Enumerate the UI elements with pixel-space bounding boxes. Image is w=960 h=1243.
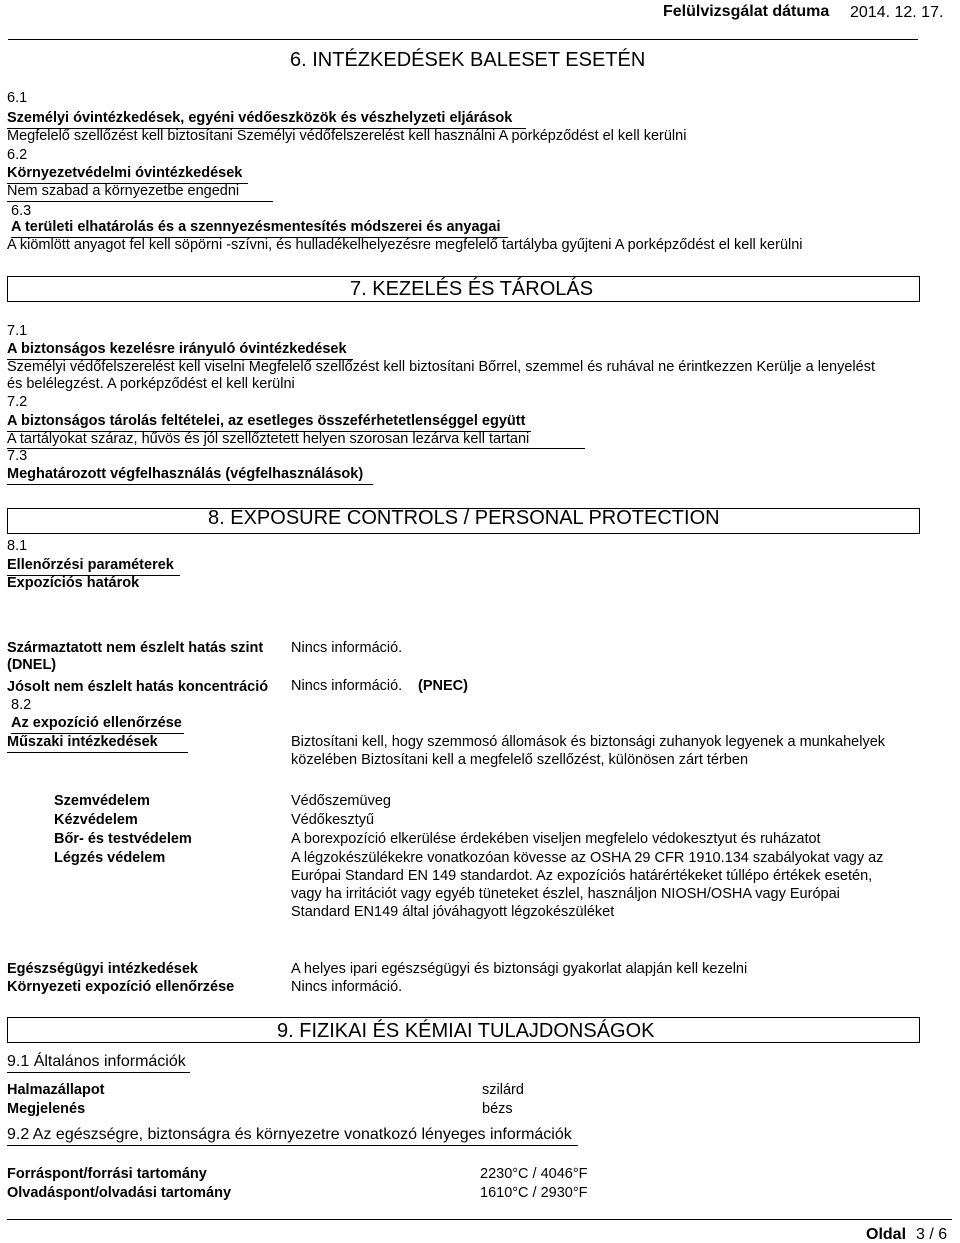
review-date-label: Felülvizsgálat dátuma bbox=[663, 3, 830, 20]
engineering-measures-value-line1: Biztosítani kell, hogy szemmosó állomások és biztonsági zuhanyok legyenek a munkahelyek bbox=[291, 734, 886, 750]
section-7-title: 7. KEZELÉS ÉS TÁROLÁS bbox=[350, 278, 594, 300]
engineering-measures-value-line2: közelében Biztosítani kell a megfelelő szellőzést, különösen zárt térben bbox=[291, 752, 749, 768]
subsection-6-2-heading: Környezetvédelmi óvintézkedések bbox=[7, 165, 248, 184]
subsection-7-2-heading: A biztonságos tárolás feltételei, az esetleges összeférhetetlenséggel együtt bbox=[7, 413, 531, 432]
eye-protection-value: Védőszemüveg bbox=[291, 793, 391, 809]
subsection-7-1-heading: A biztonságos kezelésre irányuló óvintézkedések bbox=[7, 341, 353, 360]
respiratory-protection-value-line4: Standard EN149 által jóváhagyott légzokészüléket bbox=[291, 904, 615, 920]
melting-point-label: Olvadáspont/olvadási tartomány bbox=[7, 1185, 232, 1201]
env-exposure-label: Környezeti expozíció ellenőrzése bbox=[7, 979, 235, 995]
hand-protection-value: Védőkesztyű bbox=[291, 812, 375, 828]
dnel-label: Származtatott nem észlelt hatás szint bbox=[7, 640, 264, 656]
pnec-label-abbrev: (PNEC) bbox=[418, 678, 468, 694]
subsection-8-1-heading: Ellenőrzési paraméterek bbox=[7, 557, 180, 576]
hygiene-measures-label: Egészségügyi intézkedések bbox=[7, 961, 198, 977]
physical-state-label: Halmazállapot bbox=[7, 1082, 105, 1098]
appearance-label: Megjelenés bbox=[7, 1101, 86, 1117]
subsection-7-2-rule bbox=[7, 448, 585, 449]
boiling-point-value: 2230°C / 4046°F bbox=[480, 1166, 588, 1182]
subsection-8-2-number: 8.2 bbox=[11, 697, 32, 713]
page-label: Oldal bbox=[866, 1226, 907, 1243]
subsection-7-2-number: 7.2 bbox=[7, 394, 28, 410]
section-8-title: 8. EXPOSURE CONTROLS / PERSONAL PROTECTION bbox=[208, 507, 720, 529]
eye-protection-label: Szemvédelem bbox=[54, 793, 150, 809]
subsection-6-3-text: A kiömlött anyagot fel kell söpörni -szívni, és hulladékelhelyezésre megfelelő tartályba gyűjteni A porképződést el kell kerülni bbox=[7, 237, 803, 253]
page-number: 3 / 6 bbox=[916, 1226, 948, 1243]
subsection-6-1-text: Megfelelő szellőzést kell biztosítani Személyi védőfelszerelést kell használni A porképződést el kell kerülni bbox=[7, 128, 687, 144]
subsection-7-3-number: 7.3 bbox=[7, 448, 28, 464]
subsection-6-2-number: 6.2 bbox=[7, 147, 28, 163]
subsection-6-2-text: Nem szabad a környezetbe engedni bbox=[7, 183, 240, 199]
dnel-label-abbrev: (DNEL) bbox=[7, 657, 57, 673]
subsection-6-1-number: 6.1 bbox=[7, 90, 28, 106]
subsection-8-2-heading: Az expozíció ellenőrzése bbox=[11, 715, 184, 734]
boiling-point-label: Forráspont/forrási tartomány bbox=[7, 1166, 207, 1182]
respiratory-protection-value-line2: Európai Standard EN 149 standardot. Az expozíciós határértékeket túllépo értékek esetén, bbox=[291, 868, 873, 884]
subsection-7-3-heading: Meghatározott végfelhasználás (végfelhasználások) bbox=[7, 466, 373, 485]
subsection-7-1-text-line2: és belélegzést. A porképződést el kell kerülni bbox=[7, 376, 295, 392]
pnec-label: Jósolt nem észlelt hatás koncentráció bbox=[7, 679, 269, 695]
env-exposure-value: Nincs információ. bbox=[291, 979, 403, 995]
subsection-7-1-text-line1: Személyi védőfelszerelést kell viselni Megfelelő szellőzést kell biztosítani Bőrrel, szemmel és ruhával ne érintkezzen Kerülje a lenyelést bbox=[7, 359, 875, 375]
physical-state-value: szilárd bbox=[482, 1082, 524, 1098]
review-date-value: 2014. 12. 17. bbox=[850, 4, 944, 21]
subsection-9-2-heading: 9.2 Az egészségre, biztonságra és környezetre vonatkozó lényeges információk bbox=[7, 1126, 578, 1146]
pnec-value: Nincs információ. bbox=[291, 678, 403, 694]
subsection-6-1-heading: Személyi óvintézkedések, egyéni védőeszközök és vészhelyzeti eljárások bbox=[7, 110, 526, 129]
hygiene-measures-value: A helyes ipari egészségügyi és biztonsági gyakorlat alapján kell kezelni bbox=[291, 961, 748, 977]
subsection-6-2-rule bbox=[7, 201, 273, 202]
respiratory-protection-label: Légzés védelem bbox=[54, 850, 166, 866]
footer-rule bbox=[7, 1219, 952, 1220]
subsection-6-3-heading: A területi elhatárolás és a szennyezésmentesítés módszerei és anyagai bbox=[11, 219, 508, 238]
appearance-value: bézs bbox=[482, 1101, 513, 1117]
respiratory-protection-value-line3: vagy ha irritációt vagy egyéb tüneteket észlel, használjon NIOSH/OSHA vagy Európai bbox=[291, 886, 840, 902]
dnel-value: Nincs információ. bbox=[291, 640, 403, 656]
section-9-title: 9. FIZIKAI ÉS KÉMIAI TULAJDONSÁGOK bbox=[277, 1020, 655, 1042]
engineering-measures-label: Műszaki intézkedések bbox=[7, 734, 188, 753]
hand-protection-label: Kézvédelem bbox=[54, 812, 138, 828]
subsection-9-1-heading: 9.1 Általános információk bbox=[7, 1053, 190, 1073]
skin-protection-label: Bőr- és testvédelem bbox=[54, 831, 192, 847]
header-rule bbox=[8, 39, 918, 40]
exposure-limits-heading: Expozíciós határok bbox=[7, 575, 140, 591]
melting-point-value: 1610°C / 2930°F bbox=[480, 1185, 588, 1201]
subsection-7-1-number: 7.1 bbox=[7, 323, 28, 339]
subsection-8-1-number: 8.1 bbox=[7, 538, 28, 554]
subsection-7-2-text: A tartályokat száraz, hűvös és jól szellőztetett helyen szorosan lezárva kell tartani bbox=[7, 431, 530, 447]
subsection-6-3-number: 6.3 bbox=[11, 203, 32, 219]
section-6-title: 6. INTÉZKEDÉSEK BALESET ESETÉN bbox=[290, 49, 646, 71]
respiratory-protection-value-line1: A légzokészülékekre vonatkozóan kövesse az OSHA 29 CFR 1910.134 szabályokat vagy az bbox=[291, 850, 884, 866]
skin-protection-value: A borexpozíció elkerülése érdekében viseljen megfelelo védokesztyut és ruházatot bbox=[291, 831, 821, 847]
